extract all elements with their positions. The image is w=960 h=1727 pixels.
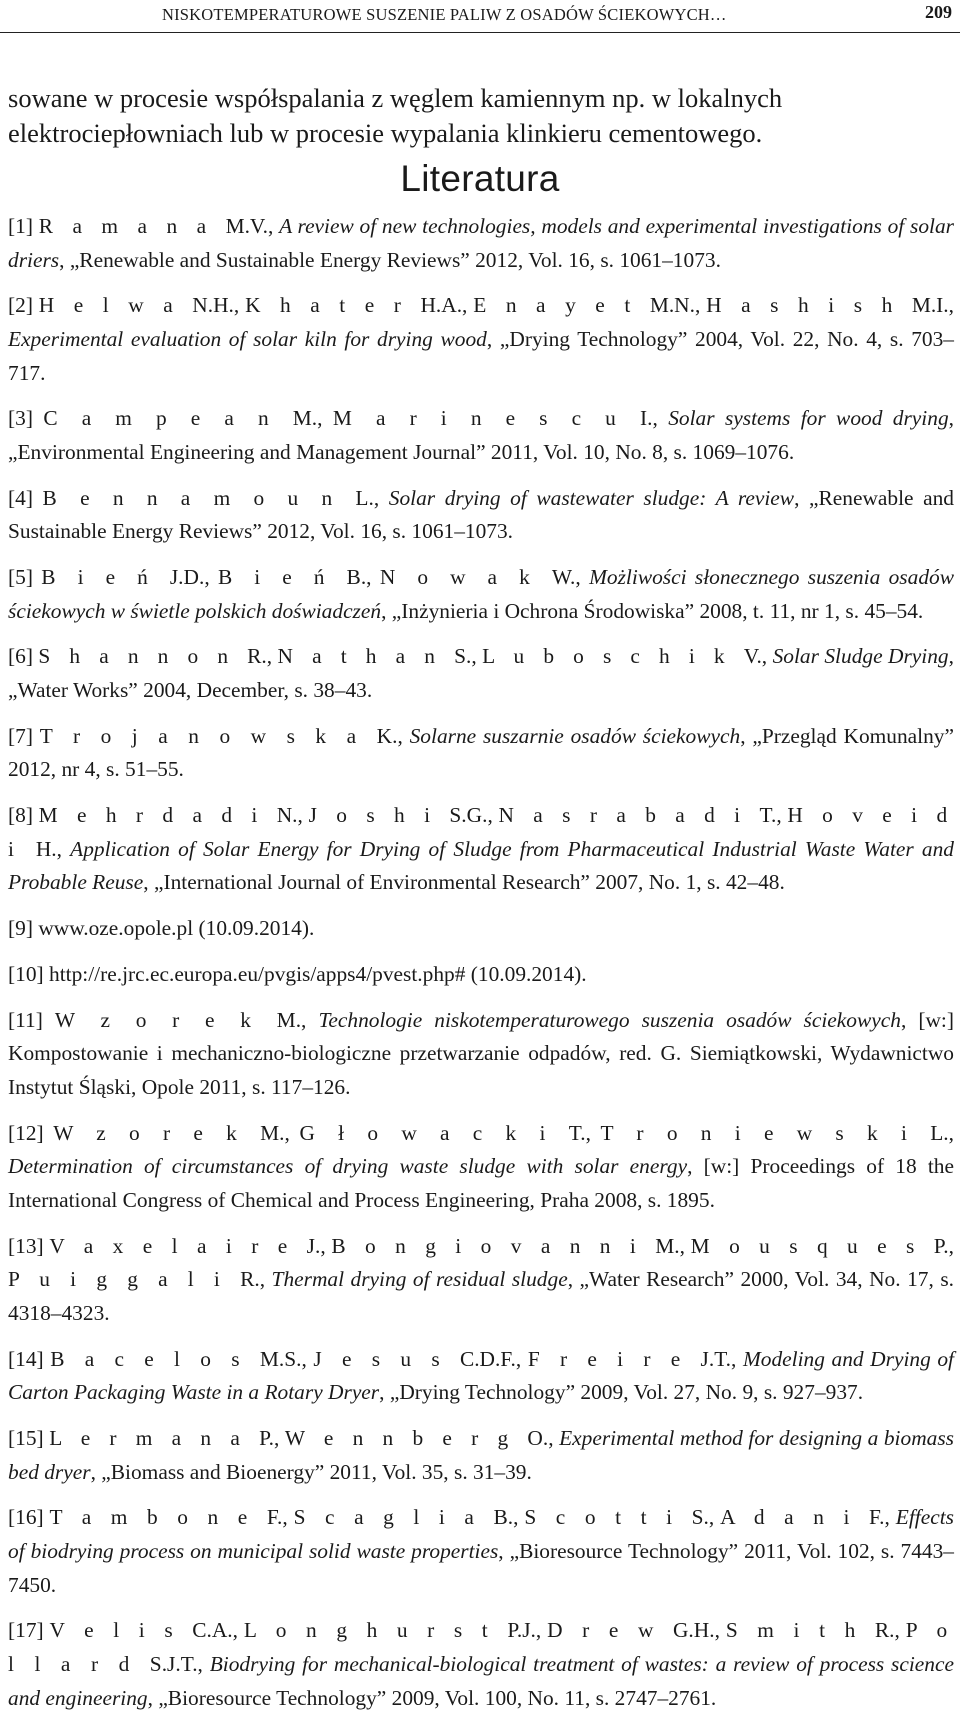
reference-author: W z o r e k M. <box>53 1120 285 1145</box>
reference-source: „Water Research” 2000, Vol. 34, No. 17, s. 4318–4323. <box>8 1267 954 1325</box>
reference-number: [12] <box>8 1120 44 1145</box>
reference-author: H e l w a N.H. <box>38 293 234 318</box>
reference-author: J e s u s C.D.F. <box>313 1346 516 1371</box>
reference-number: [11] <box>8 1007 43 1032</box>
reference-item: [16] T a m b o n e F., S c a g l i a B., S c o t t i S., A d a n i F., Effects of biodrying process on municipal solid waste properties, „Bioresource Technology” 2011, Vol. 102, s. 7443–7450. <box>8 1505 954 1597</box>
reference-source: „Environmental Engineering and Management Journal” 2011, Vol. 10, No. 8, s. 1069–1076. <box>8 439 795 464</box>
reference-number: [1] <box>8 214 33 238</box>
reference-item: [6] S h a n n o n R., N a t h a n S., L u b o s c h i k V., Solar Sludge Drying, „Water Works” 2004, December, s. 38–43. <box>8 644 954 703</box>
reference-author: M o u s q u e s P. <box>690 1233 949 1258</box>
reference-source: [w:] Proceedings of 18 the International Congress of Chemical and Process Engineering, Praha 2008, s. 1895. <box>8 1154 954 1212</box>
reference-title: Biodrying for mechanical-biological treatment of wastes: a review of process science and engineering <box>8 1651 954 1710</box>
page-number: 209 <box>925 2 952 22</box>
reference-number: [9] <box>8 916 33 941</box>
reference-source: [w:] Kompostowanie i mechaniczno-biologiczne przetwarzanie odpadów, red. G. Siemiątkowski, Wydawnictwo Instytut Śląski, Opole 2011, s. 117–126. <box>8 1007 954 1099</box>
reference-source: „Przegląd Komunalny” 2012, nr 4, s. 51–55. <box>8 723 954 782</box>
reference-author: V a x e l a i r e J. <box>49 1233 321 1258</box>
reference-title: Modeling and Drying of Carton Packaging Waste in a Rotary Dryer <box>8 1346 954 1405</box>
reference-number: [13] <box>8 1233 44 1258</box>
reference-author: H o v e i d i H. <box>8 803 955 861</box>
reference-author: B a c e l o s M.S. <box>50 1346 302 1371</box>
reference-title: Możliwości słonecznego suszenia osadów ściekowych w świetle polskich doświadczeń <box>8 565 954 623</box>
reference-title: Thermal drying of residual sludge <box>271 1267 568 1292</box>
reference-author: T r o n i e w s k i L. <box>600 1120 949 1145</box>
reference-author: S h a n n o n R. <box>38 644 267 669</box>
reference-source: „Water Works” 2004, December, s. 38–43. <box>8 678 373 703</box>
reference-source: „Bioresource Technology” 2009, Vol. 100, No. 11, s. 2747–2761. <box>158 1685 717 1710</box>
reference-author: B o n g i o v a n n i M. <box>331 1233 680 1258</box>
reference-author: T a m b o n e F. <box>49 1505 283 1530</box>
reference-author: B i e ń J.D. <box>41 565 205 590</box>
reference-number: [17] <box>8 1618 44 1643</box>
reference-author: F r e i r e J.T. <box>527 1346 732 1371</box>
reference-author: V e l i s C.A. <box>49 1618 233 1643</box>
running-title: NISKOTEMPERATUROWE SUSZENIE PALIW Z OSADÓW ŚCIEKOWYCH… <box>162 5 727 24</box>
reference-item: [3] C a m p e a n M., M a r i n e s c u I., Solar systems for wood drying, „Environmental Engineering and Management Journal” 2011, Vol. 10, No. 8, s. 1069–1076. <box>8 406 954 464</box>
reference-source: „Biomass and Bioenergy” 2011, Vol. 35, s. 31–39. <box>101 1459 532 1484</box>
reference-author: S m i t h R. <box>725 1618 895 1643</box>
reference-number: [6] <box>8 644 33 669</box>
reference-author: M a r i n e s c u I. <box>332 406 653 431</box>
reference-number: [4] <box>8 485 33 510</box>
reference-number: [14] <box>8 1346 44 1371</box>
reference-item: [5] B i e ń J.D., B i e ń B., N o w a k W., Możliwości słonecznego suszenia osadów ściekowych w świetle polskich doświadczeń, „Inżynieria i Ochrona Środowiska” 2008, t. 11, nr 1, s. 45–54. <box>8 565 954 623</box>
reference-author: T r o j a n o w s k a K. <box>39 723 398 748</box>
reference-source: „Drying Technology” 2009, Vol. 27, No. 9, s. 927–937. <box>389 1380 864 1405</box>
reference-author: R a m a n a M.V. <box>38 214 268 238</box>
reference-number: [7] <box>8 723 33 748</box>
reference-author: B i e ń B. <box>218 565 367 590</box>
running-header <box>0 0 960 33</box>
reference-title: Technologie niskotemperaturowego suszenia osadów ściekowych <box>318 1007 901 1032</box>
reference-number: [8] <box>8 803 33 828</box>
reference-author: A d a n i F. <box>720 1505 885 1530</box>
reference-source: „Renewable and Sustainable Energy Reviews” 2012, Vol. 16, s. 1061–1073. <box>69 247 721 272</box>
reference-item: [7] T r o j a n o w s k a K., Solarne suszarnie osadów ściekowych, „Przegląd Komunalny” 2012, nr 4, s. 51–55. <box>8 723 954 782</box>
reference-title: Solar systems for wood drying <box>668 406 949 431</box>
reference-author: N a s r a b a d i T. <box>498 803 777 828</box>
reference-number: [16] <box>8 1505 44 1530</box>
reference-item: [8] M e h r d a d i N., J o s h i S.G., N a s r a b a d i T., H o v e i d i H., Application of Solar Energy for Drying of Sludge from Pharmaceutical Industrial Waste Water and Probable Reuse, „International Journal of Environmental Research” 2007, No. 1, s. 42–48. <box>8 803 955 895</box>
reference-title: Solar drying of wastewater sludge: A review <box>388 485 795 510</box>
reference-author: L o n g h u r s t P.J. <box>243 1618 536 1643</box>
reference-title: Determination of circumstances of drying waste sludge with solar energy <box>8 1154 688 1179</box>
section-heading: Literatura <box>400 158 560 199</box>
reference-author: B e n n a m o u n L. <box>42 485 374 510</box>
reference-item: [2] H e l w a N.H., K h a t e r H.A., E n a y e t M.N., H a s h i s h M.I., Experimental evaluation of solar kiln for drying wood, „Drying Technology” 2004, Vol. 22, No. 4, s. 703–717. <box>8 293 955 385</box>
reference-number: [5] <box>8 565 33 590</box>
reference-source: „Bioresource Technology” 2011, Vol. 102, s. 7443–7450. <box>8 1539 954 1597</box>
reference-number: [10] <box>8 961 44 986</box>
reference-number: [15] <box>8 1426 44 1451</box>
reference-author: D r e w G.H. <box>547 1618 715 1643</box>
reference-source: „Inżynieria i Ochrona Środowiska” 2008, t. 11, nr 1, s. 45–54. <box>391 598 924 623</box>
reference-title: Experimental evaluation of solar kiln for drying wood <box>8 326 487 351</box>
reference-number: [2] <box>8 293 33 318</box>
reference-author: P u i g g a l i R. <box>8 1267 260 1292</box>
reference-title: Solarne suszarnie osadów ściekowych <box>409 723 741 748</box>
reference-author: N a t h a n S. <box>277 644 472 669</box>
reference-title: Solar Sludge Drying <box>772 644 949 669</box>
reference-item: [15] L e r m a n a P., W e n n b e r g O., Experimental method for designing a biomass bed dryer, „Biomass and Bioenergy” 2011, Vol. 35, s. 31–39. <box>8 1426 954 1484</box>
reference-author: P o l l a r d S.J.T. <box>8 1618 954 1676</box>
reference-link[interactable]: www.oze.opole.pl (10.09.2014). <box>38 916 315 941</box>
reference-author: M e h r d a d i N. <box>38 803 298 828</box>
reference-link[interactable]: http://re.jrc.ec.europa.eu/pvgis/apps4/pvest.php# (10.09.2014). <box>49 961 587 986</box>
reference-source: „International Journal of Environmental Research” 2007, No. 1, s. 42–48. <box>153 870 785 895</box>
reference-author: N o w a k W. <box>379 565 576 590</box>
reference-author: L u b o s c h i k V. <box>482 644 762 669</box>
reference-item: [17] V e l i s C.A., L o n g h u r s t P.J., D r e w G.H., S m i t h R., P o l l a r d S.J.T., Biodrying for mechanical-biological treatment of wastes: a review of process science and engineering, „Bioresource Technology” 2009, Vol. 100, No. 11, s. 2747–2761. <box>8 1618 954 1710</box>
reference-author: C a m p e a n M. <box>43 406 318 431</box>
reference-item: [13] V a x e l a i r e J., B o n g i o v a n n i M., M o u s q u e s P., P u i g g a l i R., Thermal drying of residual sludge, „Water Research” 2000, Vol. 34, No. 17, s. 4318–4323. <box>8 1233 954 1325</box>
reference-item: [11] W z o r e k M., Technologie niskotemperaturowego suszenia osadów ściekowych, [w:] Kompostowanie i mechaniczno-biologiczne przetwarzanie odpadów, red. G. Siemiątkowski, Wydawnictwo Instytut Śląski, Opole 2011, s. 117–126. <box>8 1007 954 1099</box>
intro-paragraph: sowane w procesie współspalania z węglem kamiennym np. w lokalnych elektrociepłowniach lub w procesie wypalania klinkieru cementowego. <box>8 82 783 148</box>
reference-title: Experimental method for designing a biomass bed dryer <box>8 1426 954 1484</box>
reference-author: W z o r e k M. <box>54 1007 302 1032</box>
reference-item: [12] W z o r e k M., G ł o w a c k i T., T r o n i e w s k i L., Determination of circumstances of drying waste sludge with solar energy, [w:] Proceedings of 18 the International Congress of Chemical and Process Engineering, Praha 2008, s. 1895. <box>8 1120 954 1212</box>
reference-author: K h a t e r H.A. <box>245 293 463 318</box>
reference-source: „Drying Technology” 2004, Vol. 22, No. 4, s. 703–717. <box>8 326 955 385</box>
reference-number: [3] <box>8 406 33 431</box>
reference-item <box>8 912 954 946</box>
reference-author: S c o t t i S. <box>524 1505 709 1530</box>
reference-title: Application of Solar Energy for Drying of Sludge from Pharmaceutical Industrial Waste Water and Probable Reuse <box>8 836 954 895</box>
reference-source: „Renewable and Sustainable Energy Reviews” 2012, Vol. 16, s. 1061–1073. <box>8 485 954 544</box>
reference-list <box>8 210 954 1727</box>
reference-author: G ł o w a c k i T. <box>299 1120 586 1145</box>
reference-author: S c a g l i a B. <box>293 1505 514 1530</box>
reference-title: Effects of biodrying process on municipal solid waste properties <box>8 1505 954 1563</box>
reference-item: [1] R a m a n a M.V., A review of new technologies, models and experimental investigations of solar driers, „Renewable and Sustainable Energy Reviews” 2012, Vol. 16, s. 1061–1073. <box>8 214 954 272</box>
reference-author: J o s h i S.G. <box>308 803 488 828</box>
reference-author: L e r m a n a P. <box>49 1426 274 1451</box>
reference-item: [14] B a c e l o s M.S., J e s u s C.D.F., F r e i r e J.T., Modeling and Drying of Carton Packaging Waste in a Rotary Dryer, „Drying Technology” 2009, Vol. 27, No. 9, s. 927–937. <box>8 1346 954 1405</box>
reference-item <box>8 958 954 992</box>
reference-author: E n a y e t M.N. <box>473 293 695 318</box>
reference-author: W e n n b e r g O. <box>284 1426 549 1451</box>
reference-author: H a s h i s h M.I. <box>706 293 949 318</box>
reference-item: [4] B e n n a m o u n L., Solar drying of wastewater sludge: A review, „Renewable and Sustainable Energy Reviews” 2012, Vol. 16, s. 1061–1073. <box>8 485 954 544</box>
reference-title: A review of new technologies, models and experimental investigations of solar driers <box>8 214 954 272</box>
